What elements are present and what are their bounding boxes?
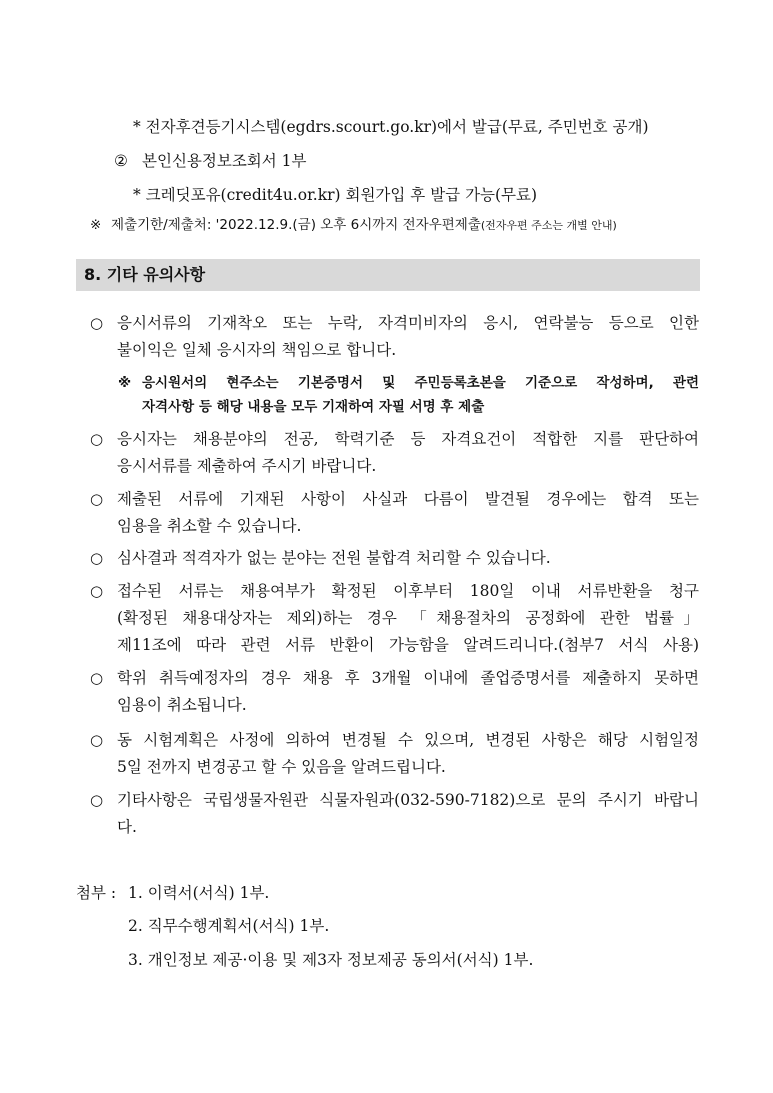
item-3-line-1: 제출된 서류에 기재된 사항이 사실과 다름이 발견될 경우에는 합격 또는 bbox=[117, 490, 699, 508]
item-2-line-2: 응시서류를 제출하여 주시기 바랍니다. bbox=[117, 457, 377, 475]
item-1-line-2: 불이익은 일체 응시자의 책임으로 합니다. bbox=[117, 341, 397, 359]
item-6-line-2: 임용이 취소됩니다. bbox=[117, 696, 247, 714]
attachment-item-3: 3. 개인정보 제공·이용 및 제3자 정보제공 동의서(서식) 1부. bbox=[128, 951, 534, 969]
item-6-line-1: 학위 취득예정자의 경우 채용 후 3개월 이내에 졸업증명서를 제출하지 못하면 bbox=[117, 669, 699, 687]
note-line-1: 응시원서의 현주소는 기본증명서 및 주민등록초본을 기준으로 작성하며, 관련 bbox=[142, 375, 699, 391]
bullet-marker: ○ bbox=[90, 669, 104, 687]
item-2-marker: ② bbox=[114, 152, 128, 170]
item-8-line-2: 다. bbox=[117, 818, 137, 836]
item-5-line-1: 접수된 서류는 채용여부가 확정된 이후부터 180일 이내 서류반환을 청구 bbox=[117, 582, 699, 600]
item-7-line-2: 5일 전까지 변경공고 할 수 있음을 알려드립니다. bbox=[117, 758, 446, 776]
note-marker: ※ bbox=[118, 375, 132, 391]
section-header-bar bbox=[76, 259, 700, 291]
submission-deadline-main: 제출기한/제출처: '2022.12.9.(금) 오후 6시까지 전자우편제출 bbox=[111, 217, 481, 233]
bullet-marker: ○ bbox=[90, 549, 104, 567]
issuance-note-1: * 전자후견등기시스템(egdrs.scourt.go.kr)에서 발급(무료, 주민번호 공개) bbox=[133, 118, 649, 136]
item-5-line-3: 제11조에 따라 관련 서류 반환이 가능함을 알려드리니다.(첨부7 서식 사용) bbox=[117, 636, 699, 654]
item-2-text: 본인신용정보조회서 1부 bbox=[142, 152, 307, 170]
submission-deadline-note: (전자우편 주소는 개별 안내) bbox=[480, 219, 617, 232]
note-line-2: 자격사항 등 해당 내용을 모두 기재하여 자필 서명 후 제출 bbox=[142, 399, 485, 415]
item-8-line-1: 기타사항은 국립생물자원관 식물자원과(032-590-7182)으로 문의 주시기 바랍니 bbox=[117, 791, 699, 809]
item-1-line-1: 응시서류의 기재착오 또는 누락, 자격미비자의 응시, 연락불능 등으로 인한 bbox=[117, 314, 699, 332]
section-title: 8. 기타 유의사항 bbox=[84, 265, 206, 284]
bullet-marker: ○ bbox=[90, 791, 104, 809]
bullet-marker: ○ bbox=[90, 430, 104, 448]
bullet-marker: ○ bbox=[90, 314, 104, 332]
attachment-item-2: 2. 직무수행계획서(서식) 1부. bbox=[128, 917, 330, 935]
item-7-line-1: 동 시험계획은 사정에 의하여 변경될 수 있으며, 변경된 사항은 해당 시험일정 bbox=[117, 731, 699, 749]
item-2-line-1: 응시자는 채용분야의 전공, 학력기준 등 자격요건이 적합한 지를 판단하여 bbox=[117, 430, 699, 448]
notice-marker: ※ bbox=[90, 217, 102, 233]
bullet-marker: ○ bbox=[90, 731, 104, 749]
item-5-line-2: (확정된 채용대상자는 제외)하는 경우 「채용절차의 공정화에 관한 법률」 bbox=[117, 609, 699, 627]
attachment-item-1: 1. 이력서(서식) 1부. bbox=[128, 884, 270, 902]
submission-deadline bbox=[111, 214, 617, 237]
item-4-line-1: 심사결과 적격자가 없는 분야는 전원 불합격 처리할 수 있습니다. bbox=[117, 549, 551, 567]
item-3-line-2: 임용을 취소할 수 있습니다. bbox=[117, 517, 302, 535]
bullet-marker: ○ bbox=[90, 490, 104, 508]
issuance-note-2: * 크레딧포유(credit4u.or.kr) 회원가입 후 발급 가능(무료) bbox=[133, 186, 538, 204]
bullet-marker: ○ bbox=[90, 582, 104, 600]
attachments-label: 첨부 : bbox=[76, 884, 117, 902]
